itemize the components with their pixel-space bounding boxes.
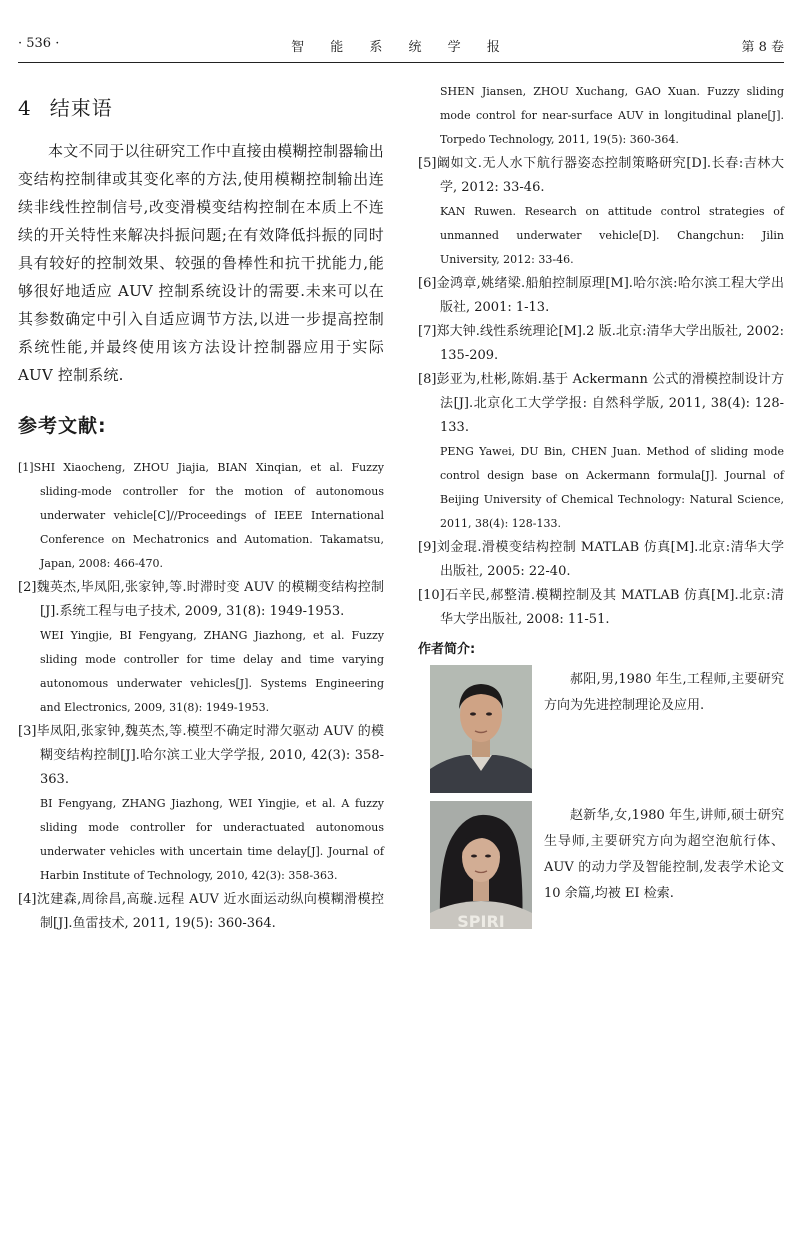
reference-4-english: SHEN Jiansen, ZHOU Xuchang, GAO Xuan. Fuzzy sliding mode control for near-surface AUV in longitudinal plane[J]. Torpedo Technology, 2011, 19(5): 360-364. [440, 85, 784, 146]
reference-9: [9]刘金琨.滑模变结构控制 MATLAB 仿真[M].北京:清华大学出版社, 2005: 22-40. [418, 540, 784, 579]
reference-5-english: KAN Ruwen. Research on attitude control strategies of unmanned underwater vehicle[D]. Changchun: Jilin University, 2012: 33-46. [440, 205, 784, 266]
reference-10: [10]石辛民,郝整清.模糊控制及其 MATLAB 仿真[M].北京:清华大学出版社, 2008: 11-51. [418, 588, 784, 627]
author-2-shirt-text: SPIRI [457, 912, 505, 929]
reference-2: [2]魏英杰,毕凤阳,张家钟,等.时滞时变 AUV 的模糊变结构控制[J].系统工程与电子技术, 2009, 31(8): 1949-1953. [18, 580, 384, 619]
authors-heading: 作者简介: [418, 642, 476, 657]
reference-2-english: WEI Yingjie, BI Fengyang, ZHANG Jiazhong, et al. Fuzzy sliding mode controller for time delay and time varying autonomous underwater vehicles[J]. Systems Engineering and Electronics, 2009, 31(8): 1949-1953. [40, 629, 384, 714]
reference-8-english: PENG Yawei, DU Bin, CHEN Juan. Method of sliding mode control design base on Ackermann formula[J]. Journal of Beijing University of Chemical Technology: Natural Science, 2011, 38(4): 128-133. [440, 445, 784, 530]
reference-5: [5]阚如文.无人水下航行器姿态控制策略研究[D].长春:吉林大学, 2012: 33-46. [418, 156, 784, 195]
reference-1: [1]SHI Xiaocheng, ZHOU Jiajia, BIAN Xinqian, et al. Fuzzy sliding-mode controller for the motion of autonomous underwater vehicle[C]//Proceedings of IEEE International Conference on Mechatronics and Automation. Takamatsu, Japan, 2008: 466-470. [18, 461, 384, 570]
right-column [418, 80, 784, 931]
author-1 [418, 665, 784, 795]
author-1-photo [430, 665, 532, 793]
reference-3: [3]毕凤阳,张家钟,魏英杰,等.模型不确定时滞欠驱动 AUV 的模糊变结构控制[J].哈尔滨工业大学学报, 2010, 42(3): 358-363. [18, 724, 384, 787]
journal-title: 智 能 系 统 学 报 [291, 40, 511, 55]
reference-6: [6]金鸿章,姚绪梁.船舶控制原理[M].哈尔滨:哈尔滨工程大学出版社, 2001: 1-13. [418, 276, 784, 315]
author-2 [418, 801, 784, 931]
header-rule [18, 62, 784, 63]
author-1-bio: 郝阳,男,1980 年生,工程师,主要研究方向为先进控制理论及应用. [544, 672, 784, 713]
author-2-bio: 赵新华,女,1980 年生,讲师,硕士研究生导师,主要研究方向为超空泡航行体、AUV 的动力学及智能控制,发表学术论文 10 余篇,均被 EI 检索. [544, 808, 784, 901]
reference-4: [4]沈建森,周徐昌,高璇.远程 AUV 近水面运动纵向模糊滑模控制[J].鱼雷技术, 2011, 19(5): 360-364. [18, 892, 384, 931]
references-heading: 参考文献: [18, 415, 107, 437]
volume-label: 第 8 卷 [741, 40, 784, 55]
conclusion-paragraph: 本文不同于以往研究工作中直接由模糊控制器输出变结构控制律或其变化率的方法,使用模糊控制输出连续非线性控制信号,改变滑模变结构控制在本质上不连续的开关特性来解决抖振问题;在有效降低抖振的同时具有较好的控制效果、较强的鲁棒性和抗干扰能力,能够很好地适应 AUV 控制系统设计的需要.未来可以在其参数确定中引入自适应调节方法,以进一步提高控制系统性能,并最终使用该方法设计控制器应用于实际 AUV 控制系统. [18, 142, 384, 384]
reference-8: [8]彭亚为,杜彬,陈娟.基于 Ackermann 公式的滑模控制设计方法[J].北京化工大学学报: 自然科学版, 2011, 38(4): 128-133. [418, 372, 784, 435]
reference-7: [7]郑大钟.线性系统理论[M].2 版.北京:清华大学出版社, 2002: 135-209. [418, 324, 784, 363]
section-number: 4 [18, 96, 32, 120]
section-title: 结束语 [49, 96, 113, 120]
author-2-photo [430, 801, 532, 929]
running-header [18, 36, 784, 58]
section-heading [18, 92, 384, 121]
left-column [18, 78, 384, 936]
page-number: · 536 · [18, 36, 60, 51]
reference-3-english: BI Fengyang, ZHANG Jiazhong, WEI Yingjie, et al. A fuzzy sliding mode controller for underactuated autonomous underwater vehicles with uncertain time delay[J]. Journal of Harbin Institute of Technology, 2010, 42(3): 358-363. [40, 797, 384, 882]
